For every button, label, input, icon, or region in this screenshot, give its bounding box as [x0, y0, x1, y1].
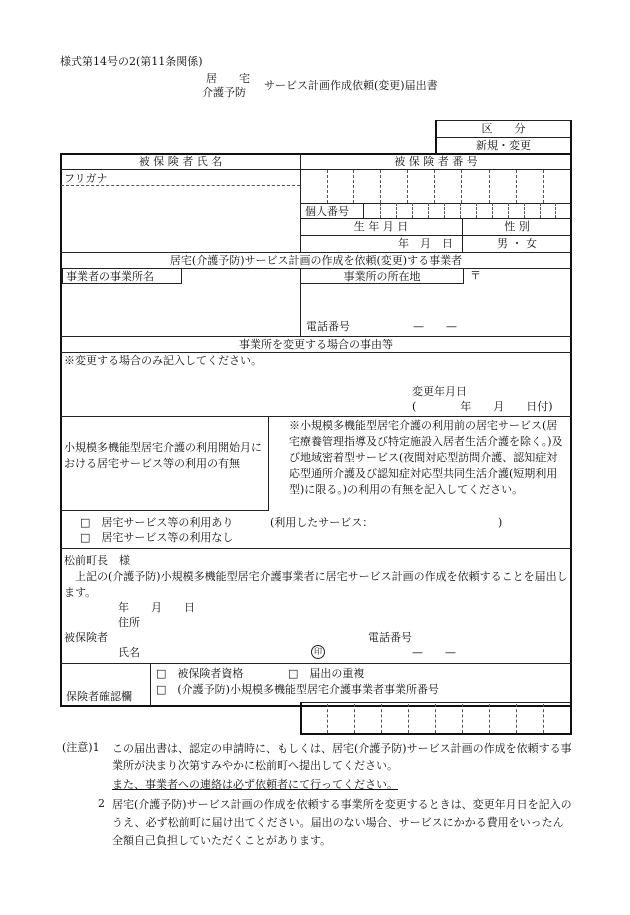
sex-label: 性 別: [504, 220, 530, 233]
category-value: 新規・変更: [476, 139, 531, 152]
office-name-label: 事業者の事業所名: [66, 270, 154, 283]
used-service-label: (利用したサービス：: [270, 516, 374, 529]
address-label: 住所: [118, 616, 140, 629]
insurer-check-label: 保険者確認欄: [66, 690, 132, 703]
used-service-field[interactable]: [380, 514, 496, 529]
declaration-date-field[interactable]: 年 月 日: [118, 601, 195, 614]
title-prefix-top: 居 宅: [206, 72, 250, 85]
provider-section-title: 居宅(介護予防)サービス計画の作成を依頼(変更)する事業者: [169, 254, 463, 267]
insured-number-field[interactable]: [301, 170, 570, 203]
sex-field[interactable]: 男 ・ 女: [497, 237, 537, 250]
provider-phone-field[interactable]: — —: [413, 320, 457, 333]
change-date-field[interactable]: ( 年 月 日付): [412, 400, 553, 413]
addressee: 松前町長 様: [64, 554, 130, 567]
birthdate-label: 生 年 月 日: [353, 220, 409, 233]
office-name-field[interactable]: [62, 285, 299, 335]
check-office-number[interactable]: □ (介護予防)小規模多機能型居宅介護事業者事業所番号: [156, 683, 439, 696]
change-section-title: 事業所を変更する場合の事由等: [239, 338, 393, 351]
furigana-label: フリガナ: [64, 172, 108, 185]
check-duplicate[interactable]: □ 届出の重複: [288, 667, 365, 680]
note-2-number: 2: [98, 797, 105, 810]
insured-name-header: 被 保 険 者 氏 名: [138, 155, 223, 168]
declaration-phone-label: 電話番号: [368, 631, 412, 644]
notes-prefix: (注意)1: [62, 741, 100, 754]
option-service-not-used[interactable]: □ 居宅サービス等の利用なし: [80, 531, 234, 544]
seal-mark: 印: [311, 645, 325, 659]
check-insured-status[interactable]: □ 被保険者資格: [156, 667, 244, 680]
form-number: 様式第14号の2(第11条関係): [60, 55, 203, 68]
postal-mark: 〒: [470, 269, 481, 282]
used-service-close: ): [498, 516, 503, 529]
provider-phone-label: 電話番号: [306, 320, 350, 333]
insured-label: 被保険者: [64, 631, 108, 644]
insured-name-field[interactable]: [62, 186, 299, 251]
declaration-body: 上記の(介護予防)小規模多機能型居宅介護事業者に居宅サービス計画の作成を依頼することを届出します。: [64, 570, 568, 599]
office-address-field[interactable]: [301, 285, 570, 317]
name-field[interactable]: [146, 644, 306, 659]
change-date-label: 変更年月日: [412, 385, 467, 398]
note-1: この届出書は、認定の申請時に、もしくは、居宅(介護予防)サービス計画の作成を依頼する事業所が決まり次第すみやかに松前町へ提出してください。: [112, 742, 572, 772]
change-reason-field[interactable]: [62, 370, 402, 414]
page-title: サービス計画作成依頼(変更)届出書: [264, 79, 438, 92]
birthdate-field[interactable]: 年 月 日: [398, 237, 453, 250]
title-prefix-bottom: 介護予防: [202, 86, 246, 99]
name-label: 氏名: [118, 646, 140, 659]
small-scale-question: 小規模多機能型居宅介護の利用開始月における居宅サービス等の利用の有無: [64, 441, 262, 470]
small-scale-instruction: ※小規模多機能型居宅介護の利用前の居宅サービス(居宅療養管理指導及び特定施設入居者生活介護を除く。)及び地域密着型サービス(夜間対応型訪問介護、認知症対応型通所介護及び認知症対応型共同生活介護(短期利用型)に限る。)の利用の有無を記入してください。: [289, 419, 563, 496]
address-field[interactable]: [146, 614, 566, 629]
note-2: 居宅(介護予防)サービス計画の作成を依頼する事業所を変更するときは、変更年月日を記入のうえ、必ず松前町に届け出てください。届出のない場合、サービスにかかる費用をいったん全額自己負担していただくことがあります。: [112, 798, 572, 847]
option-service-used[interactable]: □ 居宅サービス等の利用あり: [80, 516, 234, 529]
office-address-label: 事業所の所在地: [343, 270, 421, 283]
declaration-phone-field[interactable]: — —: [412, 646, 456, 659]
note-1-underline: また、事業者への連絡は必ず依頼者にて行ってください。: [112, 778, 398, 791]
category-label: 区 分: [481, 122, 526, 135]
insured-number-header: 被 保 険 者 番 号: [394, 155, 478, 168]
change-note: ※変更する場合のみ記入してください。: [64, 354, 262, 367]
personal-number-label: 個人番号: [305, 205, 349, 218]
